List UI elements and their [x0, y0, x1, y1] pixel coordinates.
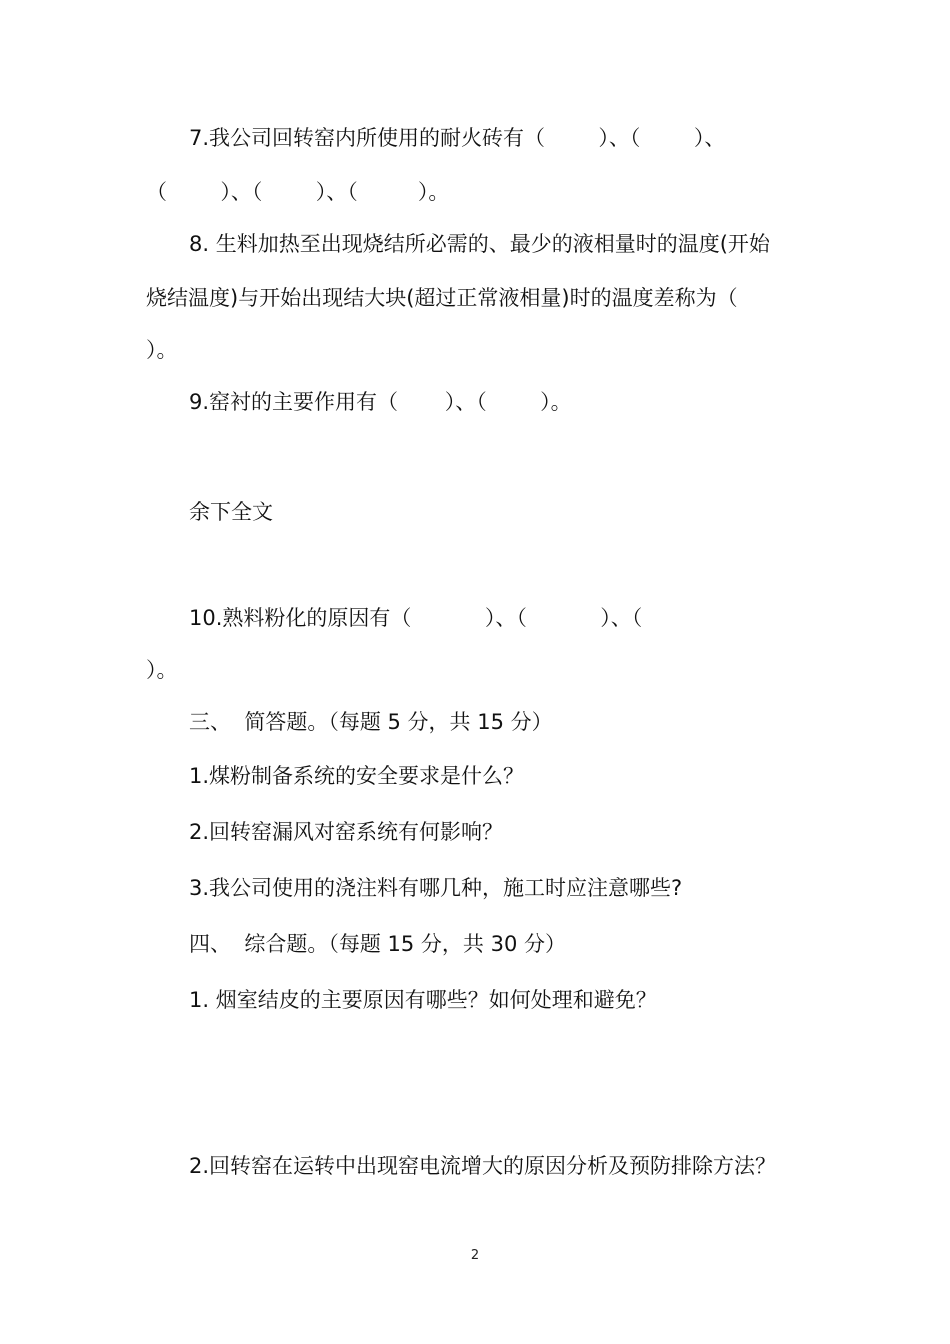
section-3-item-3: 3.我公司使用的浇注料有哪几种，施工时应注意哪些? — [189, 876, 683, 900]
question-7-line-1: 7.我公司回转窑内所使用的耐火砖有（ ）、（ ）、 — [189, 126, 726, 150]
question-8-line-1: 8. 生料加热至出现烧结所必需的、最少的液相量时的温度(开始 — [189, 232, 770, 256]
section-3-item-2: 2.回转窑漏风对窑系统有何影响？ — [189, 820, 504, 844]
section-4-heading: 四、 综合题。（每题 15 分，共 30 分） — [189, 932, 566, 956]
question-10-line-2: ）。 — [146, 658, 178, 682]
section-3-item-1: 1.煤粉制备系统的安全要求是什么？ — [189, 764, 525, 788]
section-4-item-2: 2.回转窑在运转中出现窑电流增大的原因分析及预防排除方法？ — [189, 1154, 777, 1178]
question-7-line-2: （ ）、（ ）、（ ）。 — [146, 180, 450, 204]
section-3-heading: 三、 简答题。（每题 5 分，共 15 分） — [189, 710, 553, 734]
section-4-item-1: 1. 烟室结皮的主要原因有哪些？如何处理和避免？ — [189, 988, 657, 1012]
question-10-line-1: 10.熟料粉化的原因有（ ）、（ ）、（ — [189, 606, 643, 630]
question-8-line-3: ）。 — [146, 338, 178, 362]
question-8-line-2: 烧结温度)与开始出现结大块(超过正常液相量)时的温度差称为（ — [146, 286, 738, 310]
read-more-text[interactable]: 余下全文 — [189, 500, 273, 524]
page-number: 2 — [470, 1248, 480, 1263]
question-9: 9.窑衬的主要作用有（ ）、（ ）。 — [189, 390, 572, 414]
